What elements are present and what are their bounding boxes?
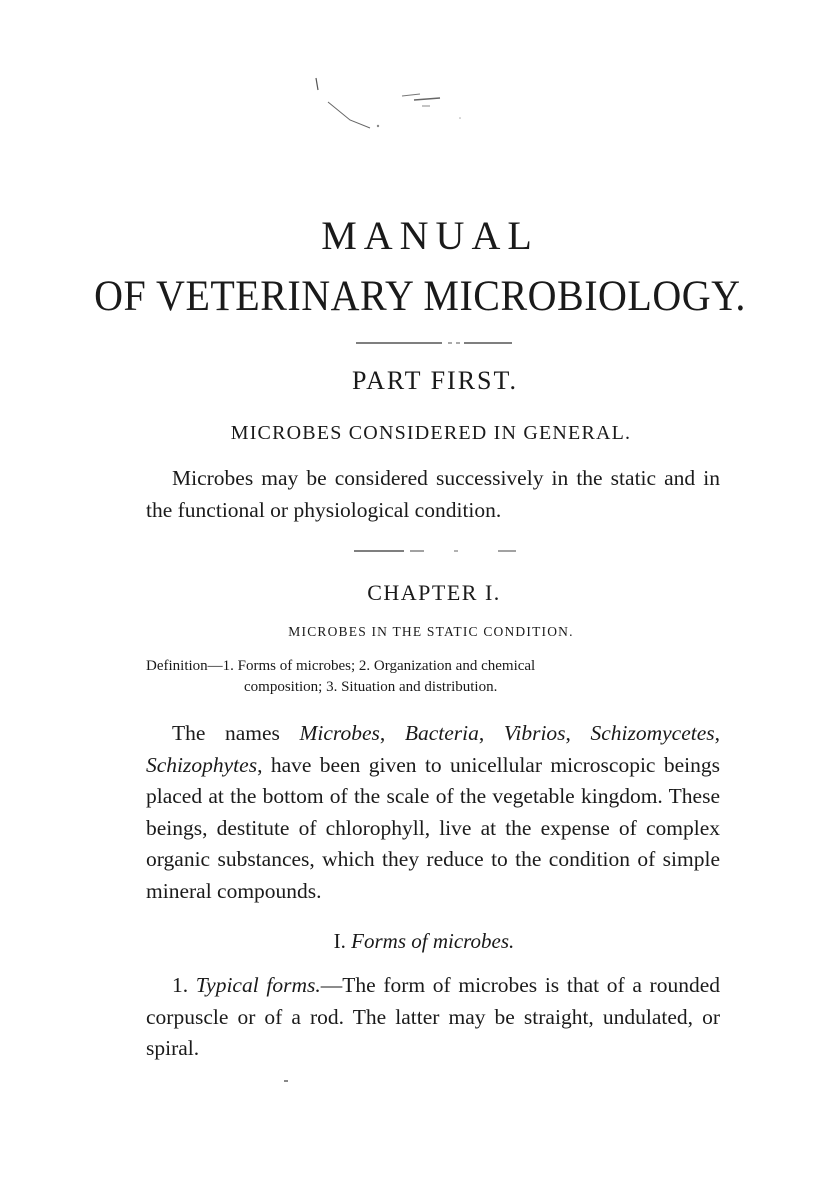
part-intro-paragraph	[146, 463, 720, 526]
subsection-title: Typical forms.	[195, 973, 321, 997]
term-vibrios: Vibrios	[503, 721, 566, 745]
section-title: Forms of microbes.	[351, 929, 515, 953]
subsection-text: —The form of microbes is that of a rounded corpuscle or of a rod. The latter may be straight, undulated, or spiral.	[146, 973, 720, 1060]
section-number: I.	[333, 929, 352, 953]
term-separator: ,	[379, 721, 405, 745]
term-separator: ,	[714, 721, 721, 745]
synopsis-line-2: composition; 3. Situation and distribution.	[244, 679, 498, 695]
chapter-synopsis	[146, 656, 726, 698]
typical-forms-paragraph	[146, 970, 720, 1065]
definition-paragraph	[146, 718, 720, 907]
title-divider	[356, 340, 516, 346]
body-text-prefix: The names	[172, 721, 300, 745]
section-heading	[0, 926, 840, 956]
book-title-line-2: OF VETERINARY MICROBIOLOGY.	[94, 271, 746, 320]
chapter-divider	[354, 548, 520, 554]
part-subheading: MICROBES CONSIDERED IN GENERAL.	[230, 422, 632, 444]
term-schizophytes: Schizophytes	[146, 752, 258, 777]
part-intro-text: Microbes may be considered successively in the static and in the functional or physiological condition.	[146, 466, 720, 522]
subsection-number: 1.	[172, 973, 196, 997]
book-title-line-1: MANUAL	[321, 213, 539, 258]
term-microbes: Microbes	[299, 721, 380, 745]
print-speck-bottom	[284, 1080, 288, 1082]
body-text-rest: , have been given to unicellular microscopic beings placed at the bottom of the scale of the vegetable kingdom. These beings, destitute of chlorophyll, live at the expense of complex organic substances, which they reduce to the condition of simple mineral compounds.	[146, 752, 720, 903]
term-separator: ,	[565, 721, 591, 745]
term-separator: ,	[478, 721, 504, 745]
part-heading: PART FIRST.	[352, 366, 518, 395]
chapter-heading: CHAPTER I.	[367, 580, 501, 605]
print-specks	[310, 70, 470, 140]
term-bacteria: Bacteria	[404, 721, 479, 745]
chapter-subheading: MICROBES IN THE STATIC CONDITION.	[288, 624, 574, 639]
synopsis-line-1: Definition—1. Forms of microbes; 2. Organization and chemical	[146, 658, 536, 674]
term-schizomycetes: Schizomycetes	[590, 721, 715, 745]
